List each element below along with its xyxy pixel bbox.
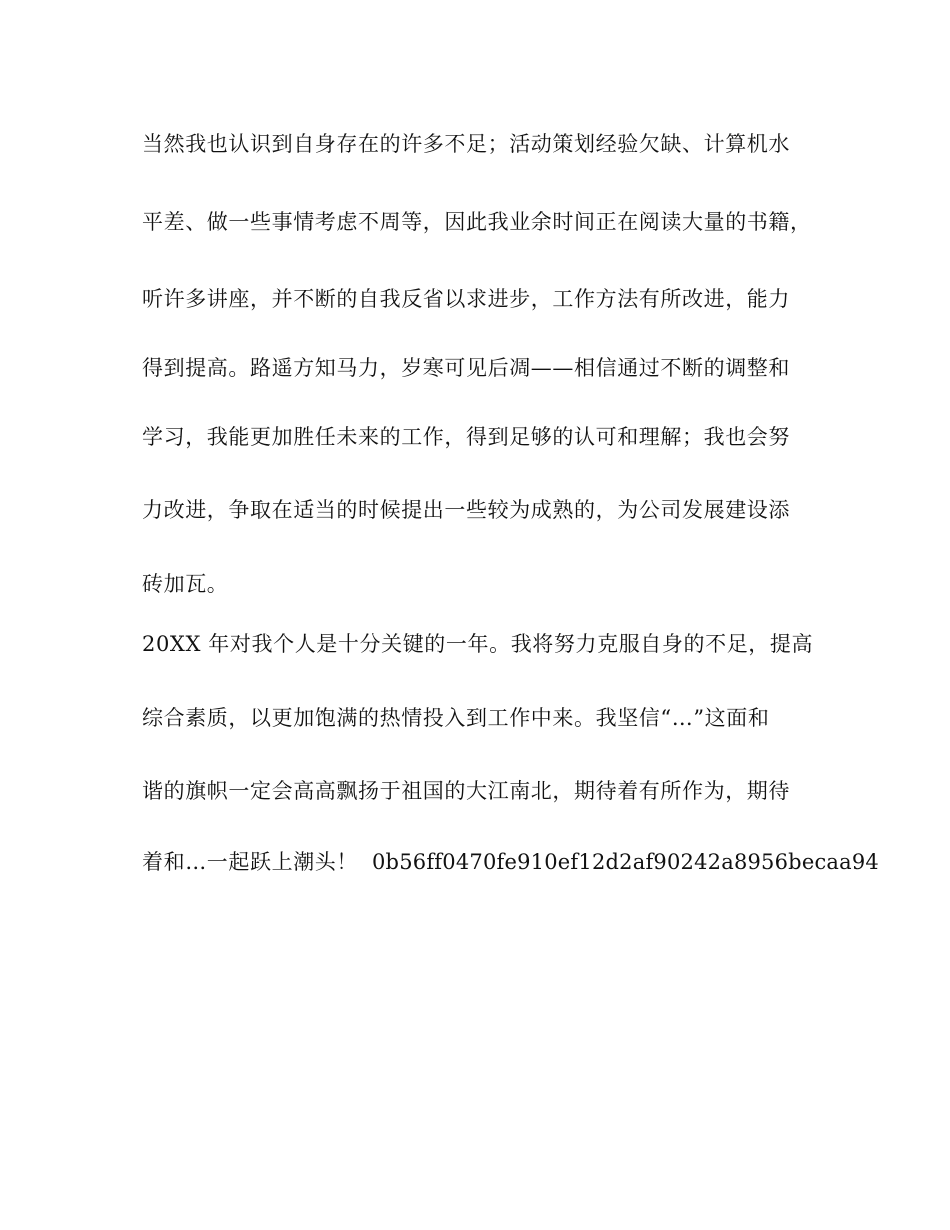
paragraph-1-line-5: 学习，我能更加胜任未来的工作，得到足够的认可和理解；我也会努 (142, 425, 790, 449)
paragraph-1-line-4: 得到提高。路遥方知马力，岁寒可见后凋——相信通过不断的调整和 (142, 356, 790, 380)
paragraph-1-line-1: 当然我也认识到自身存在的许多不足；活动策划经验欠缺、计算机水 (142, 132, 790, 156)
paragraph-1-line-2: 平差、做一些事情考虑不周等，因此我业余时间正在阅读大量的书籍， (142, 210, 812, 234)
document-hash-code: 0b56ff0470fe910ef12d2af90242a8956becaa94 (372, 850, 879, 874)
paragraph-1-line-6: 力改进，争取在适当的时候提出一些较为成熟的，为公司发展建设添 (142, 498, 790, 522)
paragraph-2-line-1: 20XX 年对我个人是十分关键的一年。我将努力克服自身的不足，提高 (142, 632, 814, 656)
paragraph-2-line-2: 综合素质，以更加饱满的热情投入到工作中来。我坚信“…”这面和 (142, 706, 770, 730)
paragraph-2-line-4 (142, 848, 879, 876)
paragraph-2-line-4-text: 着和…一起跃上潮头！ (142, 850, 358, 874)
paragraph-2-line-3: 谐的旗帜一定会高高飘扬于祖国的大江南北，期待着有所作为，期待 (142, 779, 790, 803)
paragraph-1-line-3: 听许多讲座，并不断的自我反省以求进步，工作方法有所改进，能力 (142, 287, 790, 311)
paragraph-1-line-7: 砖加瓦。 (142, 572, 229, 596)
